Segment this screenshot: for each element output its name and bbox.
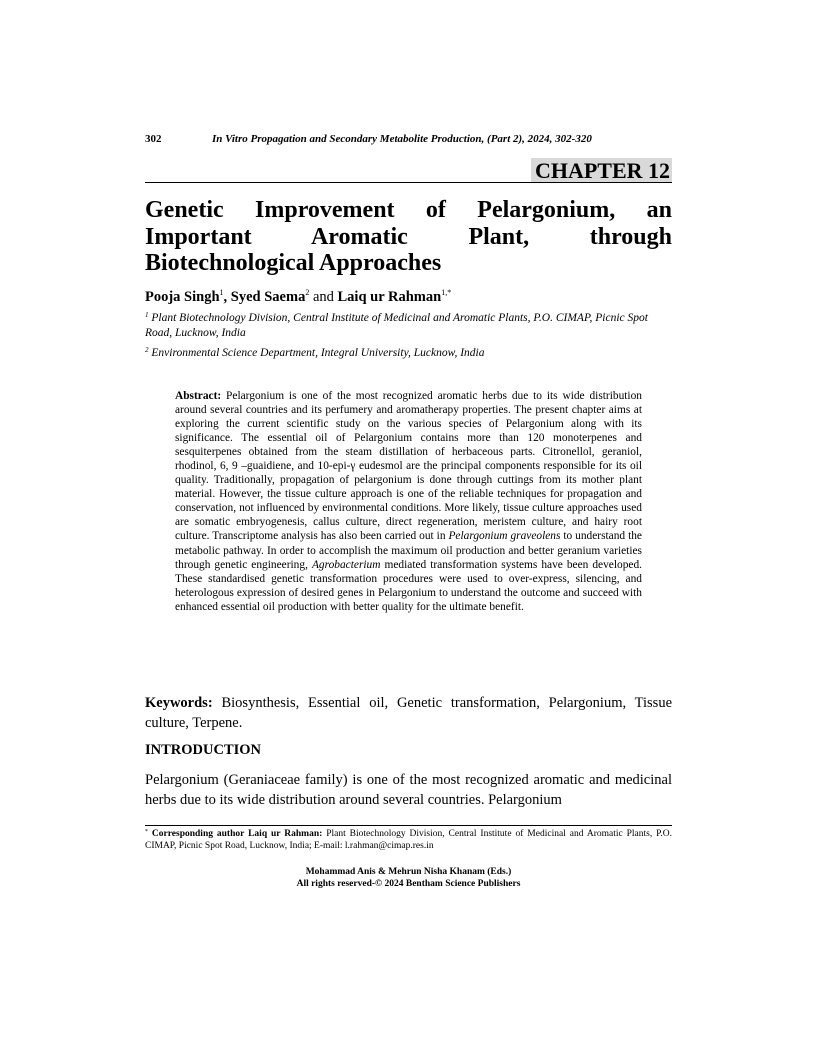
affiliation-text: Plant Biotechnology Division, Central Institute of Medicinal and Aromatic Plants, P.O. CIMAP, Picnic Spot Road, Lucknow, India — [145, 312, 648, 339]
abstract-species-name: Pelargonium graveolens — [448, 530, 561, 543]
affiliation-mark: 1 — [145, 311, 149, 319]
title-line-2: Important Aromatic Plant, through — [145, 223, 672, 250]
title-line-3: Biotechnological Approaches — [145, 250, 442, 276]
copyright-line: All rights reserved-© 2024 Bentham Science Publishers — [296, 879, 521, 889]
keywords-text: Biosynthesis, Essential oil, Genetic transformation, Pelargonium, Tissue culture, Terpene. — [145, 695, 672, 731]
abstract — [175, 389, 642, 614]
keywords — [145, 694, 672, 733]
affiliation-1 — [145, 311, 672, 341]
footnote — [145, 828, 672, 852]
author-affiliation-mark: 2 — [305, 288, 310, 297]
footnote-mark: * — [145, 829, 148, 835]
author-affiliation-mark: 1 — [219, 288, 224, 297]
abstract-text: mediated transformation systems have been developed. These standardised genetic transformation procedures were used to over-express, silencing, and heterologous expression of desired genes in Pelargonium to understand the outcome and succeed with enhanced essential oil production with better quality for the ultimate benefit. — [175, 558, 642, 613]
editors-line: Mohammad Anis & Mehrun Nisha Khanam (Eds.) — [305, 867, 512, 877]
page-number: 302 — [145, 133, 162, 145]
author-name: Pooja Singh — [145, 289, 220, 305]
author-affiliation-mark: 1,* — [441, 288, 452, 297]
body-paragraph: Pelargonium (Geraniaceae family) is one of the most recognized aromatic and medicinal herbs due to its wide distribution around several countries. Pelargonium — [145, 772, 672, 808]
chapter-label: CHAPTER 12 — [531, 158, 672, 183]
author-name: Laiq ur Rahman — [337, 289, 442, 305]
footnote-rule — [145, 825, 672, 826]
chapter-title — [145, 197, 672, 277]
author-separator: , — [223, 289, 231, 305]
author-list — [145, 288, 672, 306]
affiliation-2 — [145, 346, 672, 361]
journal-title — [212, 133, 592, 145]
author-name: Syed Saema — [230, 289, 306, 305]
footnote-label: Corresponding author Laiq ur Rahman: — [151, 829, 323, 839]
author-separator: and — [309, 289, 338, 305]
abstract-text: Pelargonium is one of the most recognized aromatic herbs due to its wide distribution around several countries and its perfumery and aromatherapy properties. The present chapter aims at exploring the current scientific study on the various species of Pelargonium along with its significance. The essential oil of Pelargonium contains more than 120 monoterpenes and sesquiterpenes obtained from the steam distillation of herbaceous parts. Citronellol, geraniol, rhodinol, 6, 9 –guaidiene, and 10-epi-γ eudesmol are the principal components responsible for its oil quality. Traditionally, propagation of pelargonium is done through cuttings from its mother plant material. However, the tissue culture approach is one of the reliable techniques for propagation and conservation, not influenced by environmental conditions. More likely, tissue culture approaches used are somatic embryogenesis, callus culture, direct regeneration, meristem culture, and hairy root culture. Transcriptome analysis has also been carried out in — [175, 390, 642, 543]
title-line-1: Genetic Improvement of Pelargonium, an — [145, 197, 672, 223]
keywords-label: Keywords: — [145, 695, 213, 711]
publisher-credit — [145, 866, 672, 890]
section-heading: INTRODUCTION — [145, 742, 262, 758]
affiliation-text: Environmental Science Department, Integral University, Lucknow, India — [151, 347, 485, 359]
abstract-genus-name: Agrobacterium — [311, 558, 381, 571]
abstract-text: to understand the metabolic pathway. In order to accomplish the maximum oil production and better geranium varieties through genetic engineering, — [175, 530, 642, 571]
header-rule — [145, 182, 672, 183]
affiliation-mark: 2 — [145, 346, 149, 354]
journal-title-text: In Vitro Propagation and Secondary Metabolite Production, (Part 2), 2024, 302-320 — [212, 133, 592, 145]
footnote-text: Plant Biotechnology Division, Central Institute of Medicinal and Aromatic Plants, P.O. CIMAP, Picnic Spot Road, Lucknow, India; E-mail: l.rahman@cimap.res.in — [145, 829, 672, 851]
abstract-label: Abstract: — [175, 390, 222, 402]
